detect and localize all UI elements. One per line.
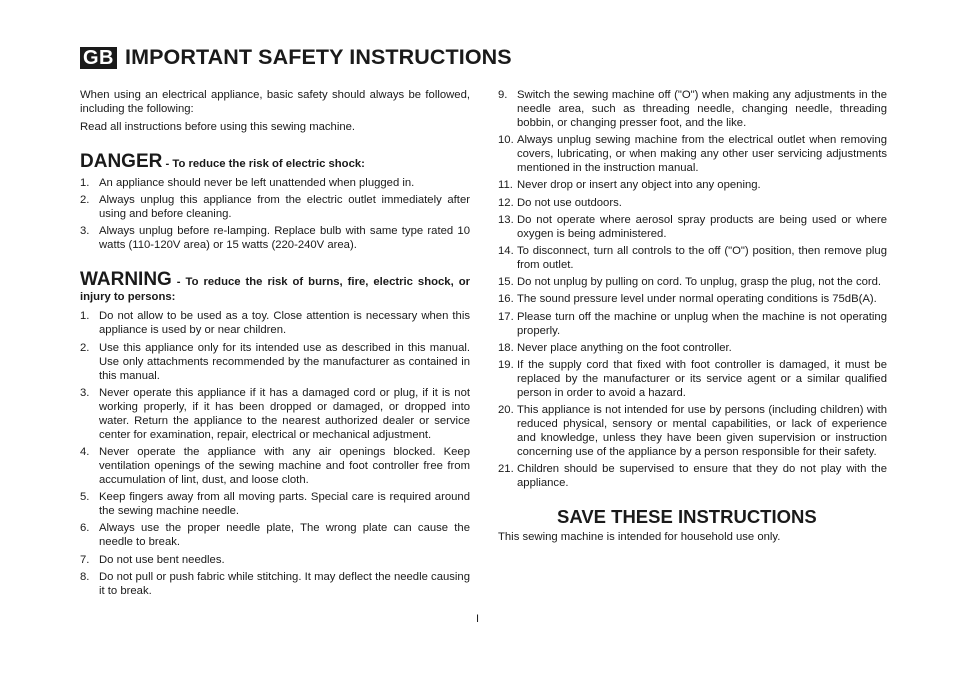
- danger-list: [80, 176, 470, 252]
- item-text: Never drop or insert any object into any opening.: [517, 179, 761, 192]
- list-item: [80, 521, 470, 549]
- warning-heading: [80, 269, 470, 305]
- item-text: Never operate the appliance with any air openings blocked. Keep ventilation openings of the sewing machine and foot controller free from accumulation of lint, dust, and loose cloth.: [99, 445, 470, 486]
- list-item: [498, 244, 887, 272]
- item-text: Do not use outdoors.: [517, 196, 622, 209]
- item-number: 1.: [80, 177, 90, 189]
- item-number: 8.: [80, 570, 90, 583]
- item-text: Switch the sewing machine off ("O") when making any adjustments in the needle area, such as threading needle, changing needle, threading bobbin, or changing presser foot, and the like.: [517, 89, 887, 129]
- list-item: [80, 570, 470, 598]
- warning-title: WARNING: [80, 269, 172, 291]
- list-item: [498, 292, 887, 306]
- list-item: [498, 213, 887, 241]
- item-text: Always unplug before re-lamping. Replace bulb with same type rated 10 watts (110-120V area) or 15 watts (220-240V area).: [99, 225, 470, 252]
- item-number: 11.: [498, 179, 513, 192]
- item-text: Use this appliance only for its intended use as described in this manual. Use only attachments recommended by the manufacturer as contained in this manual.: [99, 341, 470, 382]
- item-text: If the supply cord that fixed with foot controller is damaged, it must be replaced by the manufacturer or its service agent or a similar qualified person in order to avoid a hazard.: [517, 358, 887, 399]
- list-item: [498, 462, 887, 490]
- right-column: [498, 88, 887, 548]
- continued-list: [498, 88, 887, 490]
- household-note: This sewing machine is intended for household use only.: [498, 531, 781, 544]
- item-number: 12.: [498, 196, 514, 209]
- page-title: [80, 45, 512, 70]
- list-item: [80, 341, 470, 383]
- save-instructions-heading: SAVE THESE INSTRUCTIONS: [557, 506, 817, 528]
- item-number: 10.: [498, 134, 514, 147]
- list-item: [80, 224, 470, 252]
- page-number: I: [476, 613, 480, 625]
- item-number: 13.: [498, 213, 514, 226]
- item-number: 17.: [498, 310, 514, 323]
- item-text: Always use the proper needle plate, The wrong plate can cause the needle to break.: [99, 522, 470, 549]
- item-text: Do not pull or push fabric while stitching. It may deflect the needle causing it to break.: [99, 570, 470, 597]
- item-number: 5.: [80, 491, 90, 504]
- item-number: 1.: [80, 310, 90, 323]
- list-item: [80, 553, 470, 567]
- item-text: The sound pressure level under normal operating conditions is 75dB(A).: [517, 293, 877, 306]
- item-number: 6.: [80, 522, 90, 535]
- item-text: Please turn off the machine or unplug when the machine is not operating properly.: [517, 310, 887, 337]
- title-text: IMPORTANT SAFETY INSTRUCTIONS: [125, 45, 512, 69]
- language-badge: GB: [80, 47, 117, 69]
- item-text: Children should be supervised to ensure that they do not play with the appliance.: [517, 463, 887, 490]
- item-text: This appliance is not intended for use by persons (including children) with reduced physical, sensory or mental capabilities, or lack of experience and knowledge, unless they have been given supervision or instruction concerning use of the appliance by a person responsible for their safety.: [517, 404, 887, 459]
- item-number: 9.: [498, 89, 508, 101]
- list-item: [498, 403, 887, 459]
- list-item: [80, 445, 470, 487]
- list-item: [498, 275, 887, 289]
- danger-title: DANGER: [80, 151, 163, 172]
- list-item: [80, 193, 470, 221]
- list-item: [498, 341, 887, 355]
- list-item: [498, 133, 887, 175]
- item-number: 15.: [498, 276, 514, 289]
- item-number: 2.: [80, 194, 90, 207]
- item-text: Do not use bent needles.: [99, 553, 225, 566]
- left-column: [80, 88, 470, 601]
- item-text: An appliance should never be left unattended when plugged in.: [99, 177, 415, 189]
- item-number: 7.: [80, 553, 90, 566]
- item-text: Never operate this appliance if it has a damaged cord or plug, if it is not working properly, if it has been dropped or damaged, or dropped into water. Return the appliance to the nearest authorized dealer or service center for examination, repair, electrical or mechanical adjustment.: [99, 386, 470, 441]
- item-text: Do not unplug by pulling on cord. To unplug, grasp the plug, not the cord.: [517, 276, 882, 289]
- list-item: [498, 178, 887, 192]
- intro-paragraph: Read all instructions before using this sewing machine.: [80, 121, 356, 133]
- list-item: [498, 310, 887, 338]
- list-item: [498, 88, 887, 130]
- item-number: 14.: [498, 244, 514, 257]
- item-number: 20.: [498, 404, 514, 417]
- list-item: [80, 386, 470, 442]
- list-item: [80, 490, 470, 518]
- item-number: 2.: [80, 341, 90, 354]
- item-text: Do not operate where aerosol spray products are being used or where oxygen is being administered.: [517, 213, 887, 240]
- danger-subtitle: - To reduce the risk of electric shock:: [162, 158, 365, 170]
- item-number: 21.: [498, 463, 514, 476]
- item-text: Always unplug sewing machine from the electrical outlet when removing covers, lubricating, or when making any other user servicing adjustments mentioned in the instruction manual.: [517, 134, 887, 175]
- item-text: To disconnect, turn all controls to the off ("O") position, then remove plug from outlet.: [517, 244, 887, 271]
- item-text: Always unplug this appliance from the electric outlet immediately after using and before cleaning.: [99, 194, 470, 221]
- item-text: Do not allow to be used as a toy. Close attention is necessary when this appliance is used by or near children.: [99, 310, 470, 337]
- item-text: Never place anything on the foot controller.: [517, 341, 732, 354]
- intro-paragraph: When using an electrical appliance, basic safety should always be followed, including the following:: [80, 89, 470, 115]
- item-number: 3.: [80, 225, 90, 238]
- list-item: [80, 176, 470, 190]
- item-number: 4.: [80, 445, 90, 458]
- list-item: [80, 309, 470, 337]
- list-item: [498, 196, 887, 210]
- warning-list: [80, 309, 470, 597]
- item-text: Keep fingers away from all moving parts. Special care is required around the sewing machine needle.: [99, 491, 470, 518]
- item-number: 19.: [498, 358, 514, 371]
- item-number: 16.: [498, 293, 514, 306]
- item-number: 3.: [80, 386, 90, 399]
- danger-heading: [80, 151, 470, 172]
- item-number: 18.: [498, 341, 514, 354]
- list-item: [498, 358, 887, 400]
- warning-subtitle: - To reduce the risk of burns, fire, electric shock, or injury to persons:: [80, 276, 470, 304]
